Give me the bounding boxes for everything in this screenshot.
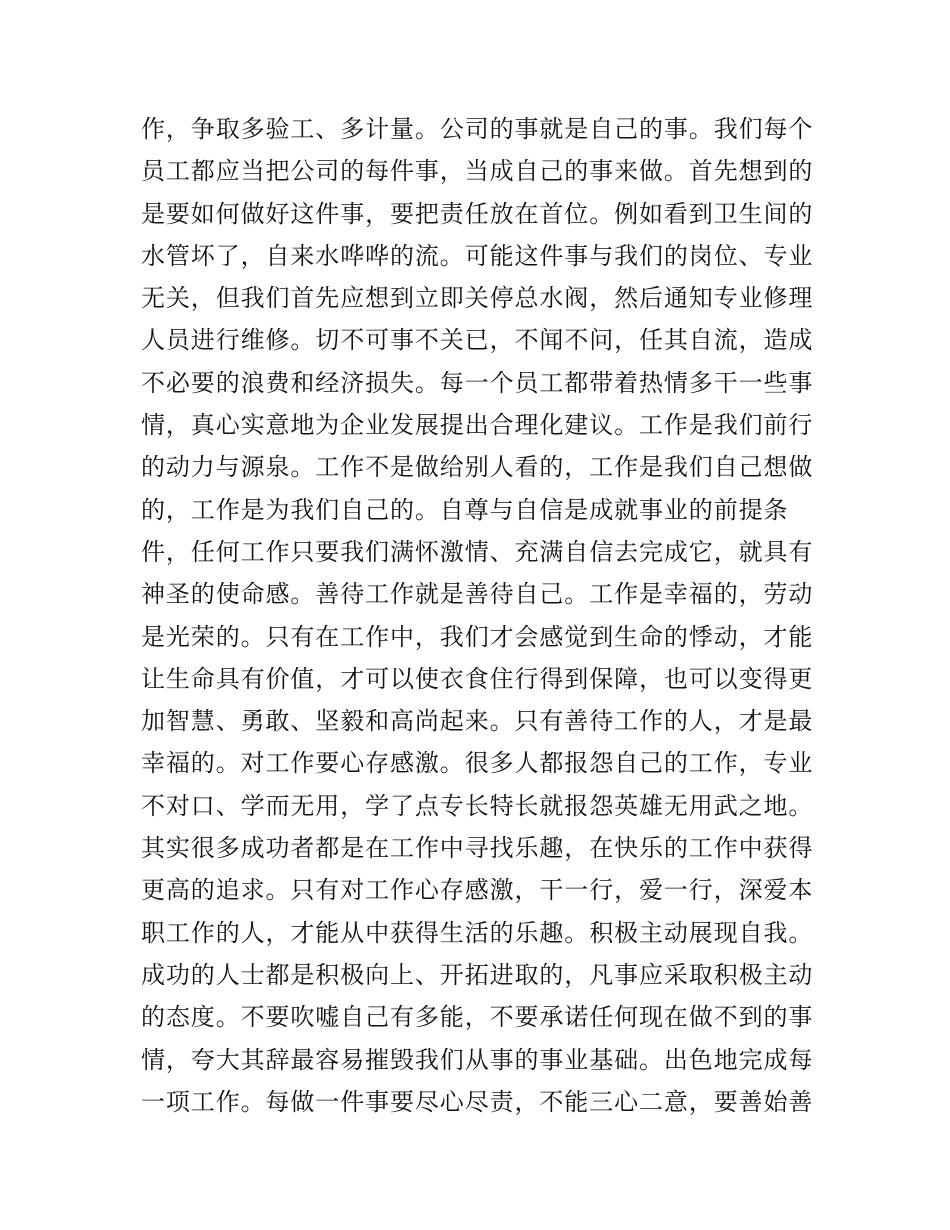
text-line: 不对口、学而无用，学了点专长特长就报怨英雄无用武之地。 (141, 791, 814, 820)
text-line: 的态度。不要吹嘘自己有多能，不要承诺任何现在做不到的事 (141, 1003, 814, 1032)
text-line: 员工都应当把公司的每件事，当成自己的事来做。首先想到的 (141, 157, 814, 186)
text-line: 不必要的浪费和经济损失。每一个员工都带着热情多干一些事 (141, 368, 814, 397)
text-line: 水管坏了，自来水哗哗的流。可能这件事与我们的岗位、专业 (141, 241, 814, 270)
text-line: 人员进行维修。切不可事不关已，不闻不问，任其自流，造成 (141, 326, 814, 355)
text-line: 的，工作是为我们自己的。自尊与自信是成就事业的前提条 (141, 495, 789, 524)
text-line: 神圣的使命感。善待工作就是善待自己。工作是幸福的，劳动 (141, 580, 814, 609)
text-line: 作，争取多验工、多计量。公司的事就是自己的事。我们每个 (141, 115, 814, 143)
text-line: 的动力与源泉。工作不是做给别人看的，工作是我们自己想做 (141, 453, 814, 482)
text-line: 情，夸大其辞最容易摧毁我们从事的事业基础。出色地完成每 (141, 1045, 814, 1074)
text-line: 是光荣的。只有在工作中，我们才会感觉到生命的悸动，才能 (141, 622, 814, 651)
text-line: 成功的人士都是积极向上、开拓进取的，凡事应采取积极主动 (141, 960, 814, 989)
body-text (141, 108, 821, 1123)
text-line: 一项工作。每做一件事要尽心尽责，不能三心二意，要善始善 (141, 1087, 814, 1116)
text-line: 让生命具有价值，才可以使衣食住行得到保障，也可以变得更 (141, 664, 814, 693)
text-line: 无关，但我们首先应想到立即关停总水阀，然后通知专业修理 (141, 284, 814, 313)
text-line: 是要如何做好这件事，要把责任放在首位。例如看到卫生间的 (141, 199, 814, 228)
text-line: 职工作的人，才能从中获得生活的乐趣。积极主动展现自我。 (141, 918, 814, 947)
text-line: 情，真心实意地为企业发展提出合理化建议。工作是我们前行 (141, 411, 814, 440)
text-line: 件，任何工作只要我们满怀激情、充满自信去完成它，就具有 (141, 537, 814, 566)
text-line: 幸福的。对工作要心存感激。很多人都报怨自己的工作，专业 (141, 749, 814, 778)
text-line: 其实很多成功者都是在工作中寻找乐趣，在快乐的工作中获得 (141, 834, 814, 863)
text-line: 更高的追求。只有对工作心存感激，干一行，爱一行，深爱本 (141, 876, 814, 905)
text-line: 加智慧、勇敢、坚毅和高尚起来。只有善待工作的人，才是最 (141, 707, 814, 736)
